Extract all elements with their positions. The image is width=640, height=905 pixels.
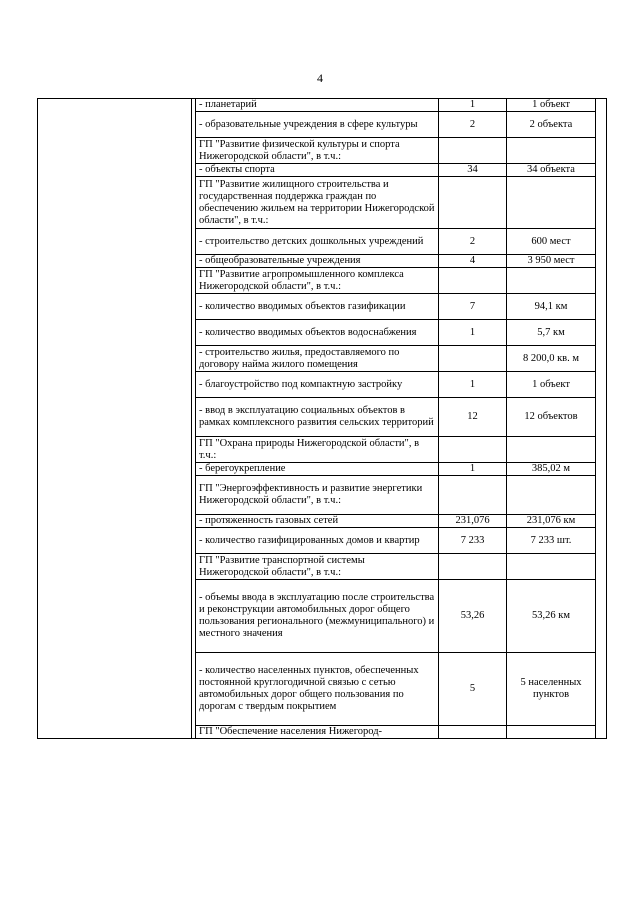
row-result: 231,076 км bbox=[507, 515, 596, 528]
row-name: ГП "Развитие транспортной системы Нижегородской области", в т.ч.: bbox=[196, 554, 439, 580]
row-count: 34 bbox=[439, 164, 507, 177]
row-count bbox=[439, 138, 507, 164]
row-name: - количество населенных пунктов, обеспеченных постоянной круглогодичной связью с сетью автомобильных дорог общего пользования по дорогам с твердым покрытием bbox=[196, 653, 439, 726]
row-result: 385,02 м bbox=[507, 463, 596, 476]
row-name: - берегоукрепление bbox=[196, 463, 439, 476]
row-result bbox=[507, 437, 596, 463]
row-count: 5 bbox=[439, 653, 507, 726]
row-count: 231,076 bbox=[439, 515, 507, 528]
row-count: 1 bbox=[439, 372, 507, 398]
row-count bbox=[439, 554, 507, 580]
row-count bbox=[439, 346, 507, 372]
row-result bbox=[507, 177, 596, 229]
row-name: ГП "Развитие физической культуры и спорта Нижегородской области", в т.ч.: bbox=[196, 138, 439, 164]
row-name: ГП "Охрана природы Нижегородской области", в т.ч.: bbox=[196, 437, 439, 463]
row-name: - количество вводимых объектов водоснабжения bbox=[196, 320, 439, 346]
row-result: 12 объектов bbox=[507, 398, 596, 437]
row-count: 12 bbox=[439, 398, 507, 437]
row-count bbox=[439, 726, 507, 739]
row-name: - строительство детских дошкольных учреждений bbox=[196, 229, 439, 255]
row-count: 1 bbox=[439, 463, 507, 476]
row-result: 7 233 шт. bbox=[507, 528, 596, 554]
row-result: 2 объекта bbox=[507, 112, 596, 138]
row-result: 8 200,0 кв. м bbox=[507, 346, 596, 372]
row-count: 1 bbox=[439, 99, 507, 112]
row-result bbox=[507, 726, 596, 739]
row-name: - ввод в эксплуатацию социальных объектов в рамках комплексного развития сельских территорий bbox=[196, 398, 439, 437]
row-result: 5 населенных пунктов bbox=[507, 653, 596, 726]
row-name: - количество газифицированных домов и квартир bbox=[196, 528, 439, 554]
row-name: - благоустройство под компактную застройку bbox=[196, 372, 439, 398]
row-name: ГП "Энергоэффективность и развитие энергетики Нижегородской области", в т.ч.: bbox=[196, 476, 439, 515]
table-row bbox=[38, 99, 607, 112]
row-name: - строительство жилья, предоставляемого по договору найма жилого помещения bbox=[196, 346, 439, 372]
row-name: - образовательные учреждения в сфере культуры bbox=[196, 112, 439, 138]
row-name: ГП "Развитие агропромышленного комплекса Нижегородской области", в т.ч.: bbox=[196, 268, 439, 294]
row-name: - объемы ввода в эксплуатацию после строительства и реконструкции автомобильных дорог общего пользования регионального (межмуниципального) и местного значения bbox=[196, 580, 439, 653]
row-result: 5,7 км bbox=[507, 320, 596, 346]
row-result bbox=[507, 138, 596, 164]
row-name: - объекты спорта bbox=[196, 164, 439, 177]
row-count: 53,26 bbox=[439, 580, 507, 653]
row-name: - планетарий bbox=[196, 99, 439, 112]
row-result: 53,26 км bbox=[507, 580, 596, 653]
row-result: 1 объект bbox=[507, 372, 596, 398]
left-column-cell bbox=[38, 99, 192, 739]
row-count bbox=[439, 476, 507, 515]
row-count bbox=[439, 437, 507, 463]
row-result: 94,1 км bbox=[507, 294, 596, 320]
row-count: 7 bbox=[439, 294, 507, 320]
row-count: 1 bbox=[439, 320, 507, 346]
row-count bbox=[439, 268, 507, 294]
page-number: 4 bbox=[317, 71, 323, 85]
row-name: - протяженность газовых сетей bbox=[196, 515, 439, 528]
table-body bbox=[38, 99, 607, 739]
row-result: 1 объект bbox=[507, 99, 596, 112]
row-result: 3 950 мест bbox=[507, 255, 596, 268]
row-result bbox=[507, 554, 596, 580]
row-result: 34 объекта bbox=[507, 164, 596, 177]
row-result bbox=[507, 268, 596, 294]
row-count: 2 bbox=[439, 229, 507, 255]
program-table bbox=[37, 98, 607, 739]
row-count: 7 233 bbox=[439, 528, 507, 554]
row-count: 2 bbox=[439, 112, 507, 138]
row-result: 600 мест bbox=[507, 229, 596, 255]
row-result bbox=[507, 476, 596, 515]
right-column-cell bbox=[596, 99, 607, 739]
row-name: - общеобразовательные учреждения bbox=[196, 255, 439, 268]
row-count: 4 bbox=[439, 255, 507, 268]
row-count bbox=[439, 177, 507, 229]
row-name: ГП "Развитие жилищного строительства и государственная поддержка граждан по обеспечению жильем на территории Нижегородской области", в т.ч.: bbox=[196, 177, 439, 229]
row-name: - количество вводимых объектов газификации bbox=[196, 294, 439, 320]
row-name: ГП "Обеспечение населения Нижегород- bbox=[196, 726, 439, 739]
